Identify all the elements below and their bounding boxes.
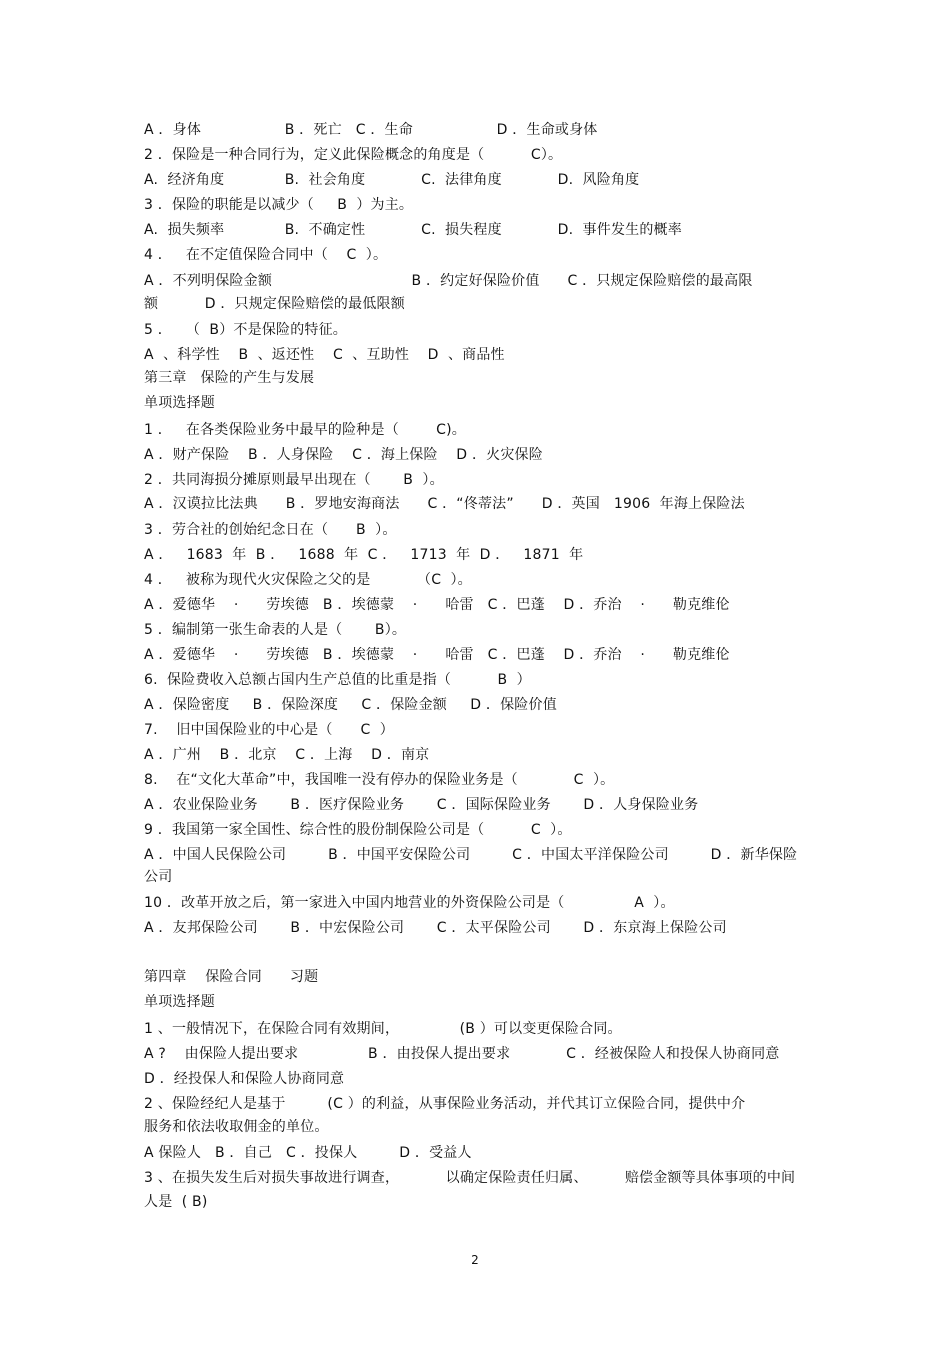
- text-line: D ．经投保人和保险人协商同意: [144, 1071, 345, 1087]
- text-line: A ? 由保险人提出要求 B ．由投保人提出要求 C ．经被保险人和投保人协商同意: [144, 1046, 780, 1062]
- text-line: 人是 ( B): [144, 1194, 208, 1210]
- text-line: A ．保险密度 B ．保险深度 C ．保险金额 D ．保险价值: [144, 697, 557, 713]
- text-line: 6. 保险费收入总额占国内生产总值的比重是指（ B ）: [144, 672, 531, 688]
- text-line: 3 ．保险的职能是以减少（ B ）为主。: [144, 197, 414, 213]
- text-line: 4 ． 在不定值保险合同中（ C ）。: [144, 247, 388, 263]
- text-line: 额 D ．只规定保险赔偿的最低限额: [144, 296, 405, 312]
- text-line: 单项选择题: [144, 395, 215, 411]
- text-line: 1 、一般情况下，在保险合同有效期间， (B ）可以变更保险合同。: [144, 1021, 622, 1037]
- text-line: 1 ． 在各类保险业务中最早的险种是（ C)。: [144, 422, 466, 438]
- text-line: 4 ． 被称为现代火灾保险之父的是 （C ）。: [144, 572, 472, 588]
- text-line: 10 ．改革开放之后，第一家进入中国内地营业的外资保险公司是（ A ）。: [144, 895, 675, 911]
- text-line: A 、科学性 B 、返还性 C 、互助性 D 、商品性: [144, 347, 505, 363]
- text-line: 3 、在损失发生后对损失事故进行调查， 以确定保险责任归属、 赔偿金额等具体事项的中间: [144, 1170, 796, 1186]
- text-line: 2 、保险经纪人是基于 (C ）的利益，从事保险业务活动，并代其订立保险合同，提供中介: [144, 1096, 746, 1112]
- text-line: A ． 1683 年 B ． 1688 年 C ． 1713 年 D ． 1871 年: [144, 547, 584, 563]
- text-line: A 保险人 B ．自己 C ．投保人 D ．受益人: [144, 1145, 472, 1161]
- text-line: A ．财产保险 B ．人身保险 C ．海上保险 D ．火灾保险: [144, 447, 543, 463]
- text-line: 5 ．编制第一张生命表的人是（ B）。: [144, 622, 407, 638]
- text-line: A ．友邦保险公司 B ．中宏保险公司 C ．太平保险公司 D ．东京海上保险公司: [144, 920, 727, 936]
- text-line: A ．爱德华 · 劳埃德 B ．埃德蒙 · 哈雷 C ．巴蓬 D ．乔治 · 勒克维伦: [144, 647, 730, 663]
- text-line: A ．不列明保险金额 B ．约定好保险价值 C ．只规定保险赔偿的最高限: [144, 273, 753, 289]
- text-line: 5 ． （ B）不是保险的特征。: [144, 322, 348, 338]
- text-line: 第四章 保险合同 习题: [144, 969, 319, 985]
- text-line: A ．汉谟拉比法典 B ．罗地安海商法 C ．“佟蒂法” D ．英国 1906 年海上保险法: [144, 496, 745, 512]
- text-line: 2 ．保险是一种合同行为，定义此保险概念的角度是（ C）。: [144, 147, 563, 163]
- text-line: 公司: [144, 869, 173, 885]
- text-line: 9 ．我国第一家全国性、综合性的股份制保险公司是（ C ）。: [144, 822, 572, 838]
- text-line: 3 ．劳合社的创始纪念日在（ B ）。: [144, 522, 397, 538]
- text-line: A ．农业保险业务 B ．医疗保险业务 C ．国际保险业务 D ．人身保险业务: [144, 797, 699, 813]
- text-line: 单项选择题: [144, 994, 215, 1010]
- page-number: 2: [471, 1253, 479, 1267]
- text-line: 8. 在“文化大革命”中，我国唯一没有停办的保险业务是（ C ）。: [144, 772, 615, 788]
- text-line: A. 损失频率 B. 不确定性 C. 损失程度 D. 事件发生的概率: [144, 222, 682, 238]
- text-line: A ．身体 B ．死亡 C ．生命 D ．生命或身体: [144, 122, 598, 138]
- text-line: 服务和依法收取佣金的单位。: [144, 1119, 329, 1135]
- text-line: A ．中国人民保险公司 B ．中国平安保险公司 C ．中国太平洋保险公司 D ．新华保险: [144, 847, 798, 863]
- text-line: 7. 旧中国保险业的中心是（ C ）: [144, 722, 394, 738]
- text-line: A ．爱德华 · 劳埃德 B ．埃德蒙 · 哈雷 C ．巴蓬 D ．乔治 · 勒克维伦: [144, 597, 730, 613]
- text-line: A ．广州 B ．北京 C ．上海 D ．南京: [144, 747, 430, 763]
- text-line: 2 ．共同海损分摊原则最早出现在（ B ）。: [144, 472, 444, 488]
- text-line: A. 经济角度 B. 社会角度 C. 法律角度 D. 风险角度: [144, 172, 640, 188]
- text-line: 第三章 保险的产生与发展: [144, 370, 315, 386]
